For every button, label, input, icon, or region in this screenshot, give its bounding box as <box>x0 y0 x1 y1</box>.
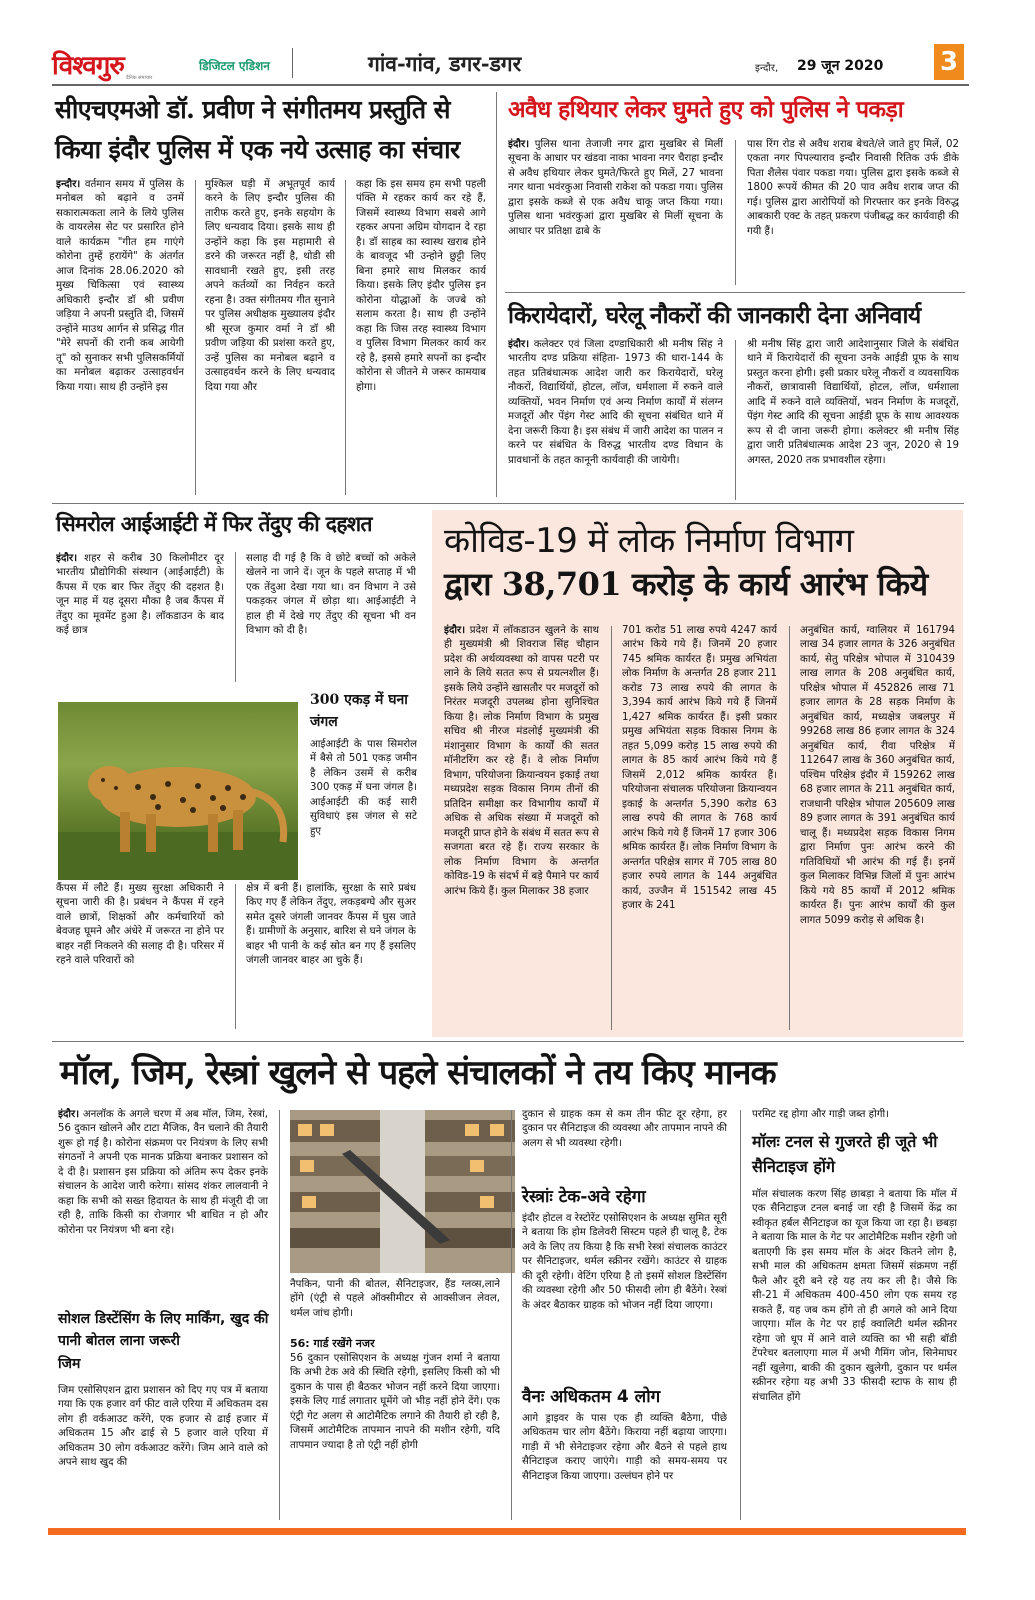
mall-illustration <box>290 1110 515 1273</box>
story3-col-1 <box>508 338 723 503</box>
story6-subhead-1-text: सोशल डिस्टेंसिंग के लिए मार्किंग, खुद की पानी बोतल लाना जरूरी <box>58 1311 269 1350</box>
story1-col1-text: वर्तमान समय में पुलिस के मनोबल को बढ़ाने व उनमें सकारात्मकता लाने के लिये पुलिस के वायरलेस सेट पर प्रसारित होने वाले कार्यक्रम "गीत हम गाएंगे कोरोना तुम्हें हरायेंगे" के अंतर्गत आज दिनांक 28.06.2020 को मुख्य चिकित्सा एवं स्वास्थ्य अधिकारी इन्दौर डॉ श्री प्रवीण जड़िया ने अपनी प्रस्तुति दी, जिसमें उन्होंने माउथ आर्गन से प्रसिद्ध गीत "मेरे सपनों की रानी कब आयेगी तू" को सुनाकर सभी पुलिसकर्मियों का मनोबल बढ़ाकर उत्साहवर्धन किया गया। साथ ही उन्होंने इस <box>56 179 184 393</box>
story5-col-3 <box>800 624 955 1032</box>
story2-col-1 <box>508 138 723 288</box>
story5-headline-2: द्वारा 38,701 करोड़ के कार्य आरंभ किये <box>444 565 928 603</box>
divider <box>789 626 790 1030</box>
leopard-illustration <box>58 702 298 880</box>
story5-col3-text: अनुबंधित कार्य, ग्वालियर में 161794 लाख 34 हजार लागत के 326 अनुबंधित कार्य, सेतु परिक्षेत्र भोपाल में 310439 लाख लागत के 208 अनुबंधित कार्य, परिक्षेत्र भोपाल में 452826 लाख 71 हजार लागत के 28 सड़क निर्माण के अनुबंधित कार्य, मध्यक्षेत्र जबलपुर में 99268 लाख 86 हजार लागत के 324 अनुबंधित कार्य, रीवा परिक्षेत्र में 112647 लाख के 360 अनुबंधित कार्य, पश्चिम परिक्षेत्र इंदौर में 159262 लाख 68 हजार लागत के 211 अनुबंधित कार्य, राजधानी परिक्षेत्र भोपाल 205609 लाख 89 हजार लागत के 391 अनुबंधित कार्य चालू हैं। मध्यप्रदेश सड़क विकास निगम द्वारा निर्माण पुनः आरंभ करने की गतिविधियों भी आरंभ की गई हैं। इनमें कुल मिलाकर विभिन्न जिलों में पुनः आरंभ किये गये 85 कार्यों में 2012 श्रमिक कार्यरत हैं। पुनः आरंभ कार्यों की कुल लागत 5099 करोड़ से अधिक है। <box>800 625 955 926</box>
story6-col-3c <box>522 1412 727 1517</box>
story4-col1-text: शहर से करीब 30 किलोमीटर दूर भारतीय प्रौद्योगिकी संस्थान (आईआईटी) के कैंपस में एक बार फिर तेंदुए की दहशत है। जून माह में यह दूसरा मौका है जब कैंपस में तेंदुए का मूवमेंट हुआ है। लॉकडाउन के बाद कई छात्र <box>56 553 224 637</box>
story4-side-text <box>310 738 417 880</box>
story6-col3-p1: दुकान से ग्राहक कम से कम तीन फीट दूर रहेगा, हर दुकान पर सैनिटाइज की व्यवस्था और तापमान नापने की अलग से भी व्यवस्था रहेगी। <box>522 1109 727 1149</box>
story4-bottom-col-1 <box>56 882 224 1032</box>
divider <box>235 552 236 682</box>
divider <box>345 180 346 495</box>
story1-col-3 <box>356 178 486 496</box>
story4-col2-text: सलाह दी गई है कि वे छोटे बच्चों को अकेले खेलने ना जाने दें। जून के पहले सप्ताह में भी एक तेंदुआ देखा गया था। वन विभाग ने उसे पकड़कर जंगल में छोड़ा था। आईआईटी ने हाल ही में देखे गए तेंदुए की सूचना भी वन विभाग को दी है। <box>246 553 416 637</box>
divider <box>279 1110 280 1520</box>
divider <box>496 92 497 497</box>
story6-col4-p2: मॉल संचालक करण सिंह छाबड़ा ने बताया कि मॉल में एक सैनिटाइज टनल बनाई जा रही है जिसमें केंद्र का स्वीकृत हर्बल सैनिटाइज का यूज किया जा रहा है। छबड़ा ने बताया कि माल के गेट पर आटोमैटिक मशीन रहेगी जो बताएगी कि इस समय मॉल के अंदर कितने लोग है, सभी माल की अधिकतम क्षमता जिसमें संक्रमण नहीं फैले और दूरी बने रहे यह तय कर ली है। जैसे कि सी-21 में अधिकतम 400-450 लोग एक समय रह सकते हैं, यह जब कम होंगे तो ही अगले को आने दिया जाएगा। मॉल के गेट पर हाई क्वालिटी थर्मल स्क्रीनर रहेगा जो धूप में आने वाले व्यक्ति का भी सही बॉडी टेंपरेचर बतलाएगा माल में अभी गैमिंग जोन, सिनेमाघर नहीं खुलेगा, बाकी की दुकान खुलेगी, दुकान पर थर्मल स्क्रीनर रहेगा यह अभी 33 फीसदी स्टाफ के साथ ही संचालित होंगे <box>752 1189 957 1403</box>
divider <box>511 1110 512 1520</box>
story3-col2-text: श्री मनीष सिंह द्वारा जारी आदेशानुसार जिले के संबंधित थाने में किरायेदारों की सूचना उनके आईडी प्रूफ के साथ प्रस्तुत करना होगी। इसी प्रकार घरेलू नौकरों व व्यवसायिक नौकरों, छात्रावासी विद्यार्थियों, होटल, लॉज, धर्मशाला आदि में रुकने वाले व्यक्तियों, भवन निर्माण के मजदूरों, पेंइंग गेस्ट आदि की सूचना आईडी प्रूफ के साथ आवश्यक रूप से दी जाना जरूरी होगा। कलेक्टर श्री मनीष सिंह द्वारा जारी प्रतिबंधात्मक आदेश 23 जून, 2020 से 19 अगस्त, 2020 तक प्रभावशील रहेगा। <box>747 339 959 466</box>
divider <box>52 503 964 504</box>
story4-bottom-col1-text: कैंपस में लौटे हैं। मुख्य सुरक्षा अधिकारी ने सूचना जारी की है। प्रबंधन ने कैंपस में रहने वाले छात्रों, शिक्षकों और कर्मचारियों को बेवजह घूमने और अंधेरे में जरूरत ना होने पर बाहर नहीं निकलने की सलाह दी है। परिसर में रहने वाले परिवारों को <box>56 883 224 967</box>
story2-col-2 <box>747 138 959 288</box>
story3-headline: किरायेदारों, घरेलू नौकरों की जानकारी देना अनिवार्य <box>508 302 921 329</box>
story1-dateline: इन्दौर। <box>56 179 81 190</box>
story1-col2-text: मुश्किल घड़ी में अभूतपूर्व कार्य करने के लिए इन्दौर पुलिस की तारीफ करते हुए, इनके सहयोग के लिए धन्यवाद दिया। इसके साथ ही उन्होंने कहा कि इस महामारी से डरने की जरूरत नहीं है, थोडी सी सावधानी रखते हुए, इसी तरह अपने कर्तव्यों का निर्वहन करते रहना है। उक्त संगीतमय गीत सुनाने पर पुलिस अधीक्षक मुख्यालय इंदौर श्री सूरज कुमार वर्मा ने डॉ श्री प्रवीण जड़िया की प्रशंसा करते हुए, उन्हें पुलिस का मनोबल बढ़ाने व उत्साहवर्धन करने के लिए धन्यवाद दिया गया और <box>205 179 335 393</box>
page-number: 3 <box>934 44 964 80</box>
story6-headline: मॉल, जिम, रेस्त्रां खुलने से पहले संचालकों ने तय किए मानक <box>60 1053 776 1093</box>
story1-headline-2: किया इंदौर पुलिस में एक नये उत्साह का संचार <box>55 135 460 164</box>
masthead-divider <box>292 48 293 78</box>
masthead <box>52 44 969 84</box>
footer-bar <box>48 1528 966 1535</box>
divider <box>735 140 736 285</box>
edition-label: डिजिटल एडिशन <box>199 59 270 73</box>
story6-subhead-2: 56: गार्ड रखेंगे नजर <box>290 1337 375 1350</box>
story6-col1-p1: अनलॉक के अगले चरण में अब मॉल, जिम, रेस्त्रां, 56 दुकान खोलने और टाटा मैजिक, वैन चलाने की तैयारी शुरू हो गई है। कोरोना संक्रमण पर नियंत्रण के लिए सभी संगठनों ने अपनी एक मानक प्रक्रिया बनाकर प्रशासन को दे दी है। प्रशासन इस प्रक्रिया को अंतिम रूप देकर इनके संचालन के आदेश जारी करेगा। सांसद शंकर लालवानी ने कहा कि सभी को सख्त हिदायत के साथ ही मंजूरी दी जा रही है, ताकि किसी का रोजगार भी बाधित न हो और कोरोना पर नियंत्रण भी बना रहे। <box>58 1109 268 1236</box>
story6-col-2b <box>290 1352 500 1517</box>
story6-subhead-4: वैनः अधिकतम 4 लोग <box>522 1387 661 1407</box>
dateline-date: 29 जून 2020 <box>797 58 884 74</box>
story6-col-3b <box>522 1212 727 1380</box>
story4-col-2 <box>246 552 416 687</box>
story4-subhead: 300 एकड़ में घना जंगल <box>310 692 408 730</box>
brand-sub: दैनिक समाचार <box>126 75 153 81</box>
story5-dateline: इंदौर। <box>444 625 466 636</box>
story6-col2-p2: 56 दुकान एसोसिएशन के अध्यक्ष गुंजन शर्मा ने बताया कि अभी टेक अवे की स्थिति रहेगी, इसलिए किसी को भी दुकान के पास ही बैठकर भोजन नहीं करने दिया जाएगा। इसके लिए गार्ड लगातार घूमेंगे जो भीड़ नहीं होने देंगे। एक एंट्री गेट अलग से आटोमैटिक लगाने की तैयारी हो रही है, जिसमें आटोमैटिक तापमान नापने की मशीन रहेगी, यदि तापमान ज्यादा है तो एंट्री नहीं होगी <box>290 1353 500 1451</box>
divider <box>735 340 736 500</box>
story6-col-4b <box>752 1188 957 1520</box>
story3-dateline: इंदौर। <box>508 339 530 350</box>
story6-col-1a <box>58 1108 268 1304</box>
masthead-rule <box>52 84 969 86</box>
story4-dateline: इंदौर। <box>56 553 78 564</box>
story6-col-3a <box>522 1108 727 1180</box>
story6-col1-p2: जिम एसोसिएशन द्वारा प्रशासन को दिए गए पत्र में बताया गया कि एक हजार वर्ग फीट वाले एरिया में अधिकतम दस लोग ही वर्कआउट करेंगे, एक हजार से ढाई हजार में अधिकतम 15 और ढाई से 5 हजार वाले एरिया में अधिकतम 30 लोग वर्कआउट करेंगे। जिम आने वाले को अपने साथ खुद की <box>58 1385 268 1469</box>
story2-col2-text: पास रिंग रोड से अवैध शराब बेचते/ले जाते हुए मिलें, 02 एकता नगर पिपल्याराव इन्दौर निवासी रितिक उर्फ डीके पिता शैलेस पंवार पकडा गया। पुलिस द्वारा इसके कब्जे से 1800 रूपयें कीमत की 20 पाव अवैध शराब जप्त की गई। पुलिस द्वारा आरोपियों को गिरफ्तार कर इनके विरुद्ध आबकारी एक्ट के तहत् प्रकरण पंजीबद्ध कर कार्यवाही की गयी हैं। <box>747 139 959 237</box>
story5-col2-text: 701 करोड 51 लाख रुपये 4247 कार्य आरंभ किये गये हैं। जिनमें 20 हजार 745 श्रमिक कार्यरत हैं। प्रमुख अभियंता लोक निर्माण के अन्तर्गत 28 हजार 211 करोड 73 लाख रुपये की लागत के 3,394 कार्य आरंभ किये गये हैं जिनमें 1,427 श्रमिक कार्यरत हैं। इसी प्रकार प्रमुख अभियंता सड़क विकास निगम के तहत 5,099 करोड़ 15 लाख रुपये की लागत के 85 कार्य आरंभ किये गये हैं जिसमें 2,012 श्रमिक कार्यरत हैं। परियोजना संचालक परियोजना क्रियान्वयन इकाई के अन्तर्गत 5,390 करोड 63 लाख रुपये की लागत के 768 कार्य आरंभ किये गये हैं जिनमें 17 हजार 306 श्रमिक कार्यरत हैं। लोक निर्माण विभाग के अन्तर्गत परिक्षेत्र सागर में 705 लाख 80 हजार रुपये लागत के 144 अनुबंधित कार्य, उज्जैन में 151542 लाख 45 हजार के 241 <box>622 625 777 912</box>
story4-side-body: आईआईटी के पास सिमरोल में बैसे तो 501 एकड़ जमीन है लेकिन उसमें से करीब 300 एकड़ में घना जंगल है। आईआईटी की कई सारी सुविधाएं इस जंगल से सटे हुए <box>310 739 417 837</box>
story4-bottom-col2-text: क्षेत्र में बनी हैं। हालांकि, सुरक्षा के सारे प्रबंध किए गए हैं लेकिन तेंदुए, लकड़बग्घे और सुअर समेत दूसरे जंगली जानवर कैंपस में घुस जाते हैं। ग्रामीणों के अनुसार, बारिश से घने जंगल के बाहर भी पानी के कई स्रोत बन गए हैं इसलिए जंगली जानवर बाहर आ चुके हैं। <box>246 883 416 967</box>
story5-col1-text: प्रदेश में लॉकडाउन खुलने के साथ ही मुख्यमंत्री श्री शिवराज सिंह चौहान प्रदेश की अर्थव्यवस्था को वापस पटरी पर लाने के लिये सतत रूप से प्रयत्नशील हैं। इसके लिये उन्होंने खासतौर पर मजदूरों को निरंतर मजदूरी उपलब्ध होना सुनिश्चित किया है। लोक निर्माण विभाग के प्रमुख सचिव श्री नीरज मंडलोई मुख्यमंत्री की मंशानुसार विभाग के कार्यों की सतत मॉनीटरिंग कर रहे हैं। वे लोक निर्माण विभाग, परियोजना क्रियान्वयन इकाई तथा मध्यप्रदेश सड़क विकास निगम तीनों की प्रतिदिन समीक्षा कर विभागीय कार्यों में अधिक से अधिक संख्या में मजदूरों को मजदूरी प्राप्त होने के संबंध में सतत रूप से सजगता बरत रहे हैं। राज्य सरकार के लोक निर्माण विभाग के अन्तर्गत कोविड-19 के संदर्भ में बड़े पैमाने पर कार्य आरंभ किये हैं। कुल मिलाकर 38 हजार <box>444 625 599 897</box>
story2-col1-text: पुलिस थाना तेजाजी नगर द्वारा मुखबिर से मिलीं सूचना के आधार पर खंडवा नाका भावना नगर चैराहा इन्दौर से अवैध हथियार लेकर घुमते/फिरते हुए मिलें, 27 भावना नगर थाना भवंरकुआ निवासी राकेश को पकडा गया। पुलिस द्वारा इसके कब्जे से एक अवैध चाकू जप्त किया गया। पुलिस थाना भवंरकुआं द्वारा मुखबिर से मिलीं सूचना के आधार पर प्रतिक्षा ढाबे के <box>508 139 723 237</box>
story3-col1-text: कलेक्टर एवं जिला दण्डाधिकारी श्री मनीष सिंह ने भारतीय दण्ड प्रक्रिया संहिता- 1973 की धारा-144 के तहत प्रतिबंधात्मक आदेश जारी कर किरायेदारों, घरेलू नौकरों, विद्यार्थियों, होटल, लॉज, धर्मशाला में रुकने वाले व्यक्तियों, भवन निर्माण एवं अन्य निर्माण कार्यों में संलग्न मजदूरों और पेंइंग गेस्ट आदि की सूचना संबंधित थाने में देना जरूरी किया है। इस संबंध में जारी आदेश का पालन न करने पर संबंधित के विरुद्ध भारतीय दण्ड विधान के प्रावधानों के तहत कानूनी कार्यवाही की जायेगी। <box>508 339 723 466</box>
divider <box>52 1041 964 1042</box>
story6-col3-p3: आगे ड्राइवर के पास एक ही व्यक्ति बैठेगा, पीछे अधिकतम चार लोग बैठेंगे। किराया नहीं बढ़ाया जाएगा। गाड़ी में भी सेनेटाइजर रहेगा और बैठने से पहले हाथ सैनिटाइज कराए जाएंगे। गाड़ी को समय-समय पर सैनिटाइज किया जाएगा। उल्लंघन होने पर <box>522 1413 727 1482</box>
story4-bottom-col-2 <box>246 882 416 1032</box>
divider <box>505 292 965 293</box>
story2-dateline: इंदौर। <box>508 139 530 150</box>
story6-subhead-1 <box>58 1308 270 1375</box>
story6-dateline: इंदौर। <box>58 1109 80 1120</box>
story6-col3-p2: इंदौर होटल व रेस्टोरेंट एसोसिएशन के अध्यक्ष सुमित सूरी ने बताया कि होम डिलेवरी सिस्टम पहले ही चालू है, टेक अवे के लिए तय किया है कि सभी रेस्त्रां संचालक काउंटर पर सैनिटाइजर, थर्मल स्क्रीनर रखेंगे। काउंटर से ग्राहक की दूरी रहेगी। वेटिंग एरिया है तो इसमें सोशल डिस्टेंसिंग की व्यवस्था रहेगी और 50 फीसदी लोग ही बैठेंगे। रेस्त्रां के अंदर बैठाकर ग्राहक को भोजन नहीं दिया जाएगा। <box>522 1213 727 1311</box>
story1-headline-1: सीएचएमओ डॉ. प्रवीण ने संगीतमय प्रस्तुति से <box>55 95 450 124</box>
tagline: गांव-गांव, डगर-डगर <box>368 51 522 76</box>
story6-col2-p1: नैपकिन, पानी की बोतल, सैनिटाइजर, हैंड ग्लव्स,लाने होंगे (एंट्री से पहले ऑक्सीमीटर से आक्सीजन लेवल, थर्मल जांच होगी। <box>290 1279 500 1319</box>
story6-col-1b <box>58 1384 268 1516</box>
dateline-city: इन्दौर, <box>755 63 779 74</box>
mall-photo <box>290 1110 515 1273</box>
divider <box>740 1110 741 1520</box>
story5-col-2 <box>622 624 777 1032</box>
leopard-photo <box>58 702 298 880</box>
story1-col-2 <box>205 178 335 496</box>
story4-headline: सिमरोल आईआईटी में फिर तेंदुए की दहशत <box>56 511 372 536</box>
story3-col-2 <box>747 338 959 503</box>
brand-logo: विश्वगुरु <box>52 51 124 81</box>
story5-headline-1: कोविड-19 में लोक निर्माण विभाग <box>444 521 854 561</box>
story1-col-1 <box>56 178 184 496</box>
story6-subhead-1-tail: जिम <box>58 1355 81 1372</box>
divider <box>235 884 236 1029</box>
story6-col-4a <box>752 1108 957 1128</box>
story6-subhead-3: रेस्त्रांः टेक-अवे रहेगा <box>522 1187 646 1207</box>
story4-col-1 <box>56 552 224 687</box>
divider <box>195 180 196 495</box>
story2-headline: अवैध हथियार लेकर घुमते हुए को पुलिस ने पकड़ा <box>508 96 904 123</box>
story6-subhead-5: मॉलः टनल से गुजरते ही जूते भी सैनिटाइज होंगे <box>752 1132 938 1176</box>
story6-col-2a <box>290 1278 500 1334</box>
divider <box>611 626 612 1030</box>
story6-col4-p1: परमिट रद्द होगा और गाड़ी जब्त होगी। <box>752 1109 889 1120</box>
story5-col-1 <box>444 624 599 1032</box>
story1-col3-text: कहा कि इस समय हम सभी पहली पंक्ति मे रहकर कार्य कर रहे हैं, जिसमें स्वास्थ्य विभाग सबसे आगे रहकर अपना अग्रिम योगदान दे रहा है। डॉ साहब का स्वास्थ खराब होने के बावजूद भी उन्होने छुट्टी लिए बिना हमारे साथ मिलकर कार्य किया। इसके लिए इंदौर पुलिस इन कोरोना योद्धाओं के जज्बे को सलाम करता है। साथ ही उन्होंने कहा कि जिस तरह स्वास्थ्य विभाग व पुलिस विभाग मिलकर कार्य कर रहे है, इससे हमारे सपनों का इन्दौर कोरोना से जीतने मे जरूर कामयाब होगा। <box>356 179 486 393</box>
